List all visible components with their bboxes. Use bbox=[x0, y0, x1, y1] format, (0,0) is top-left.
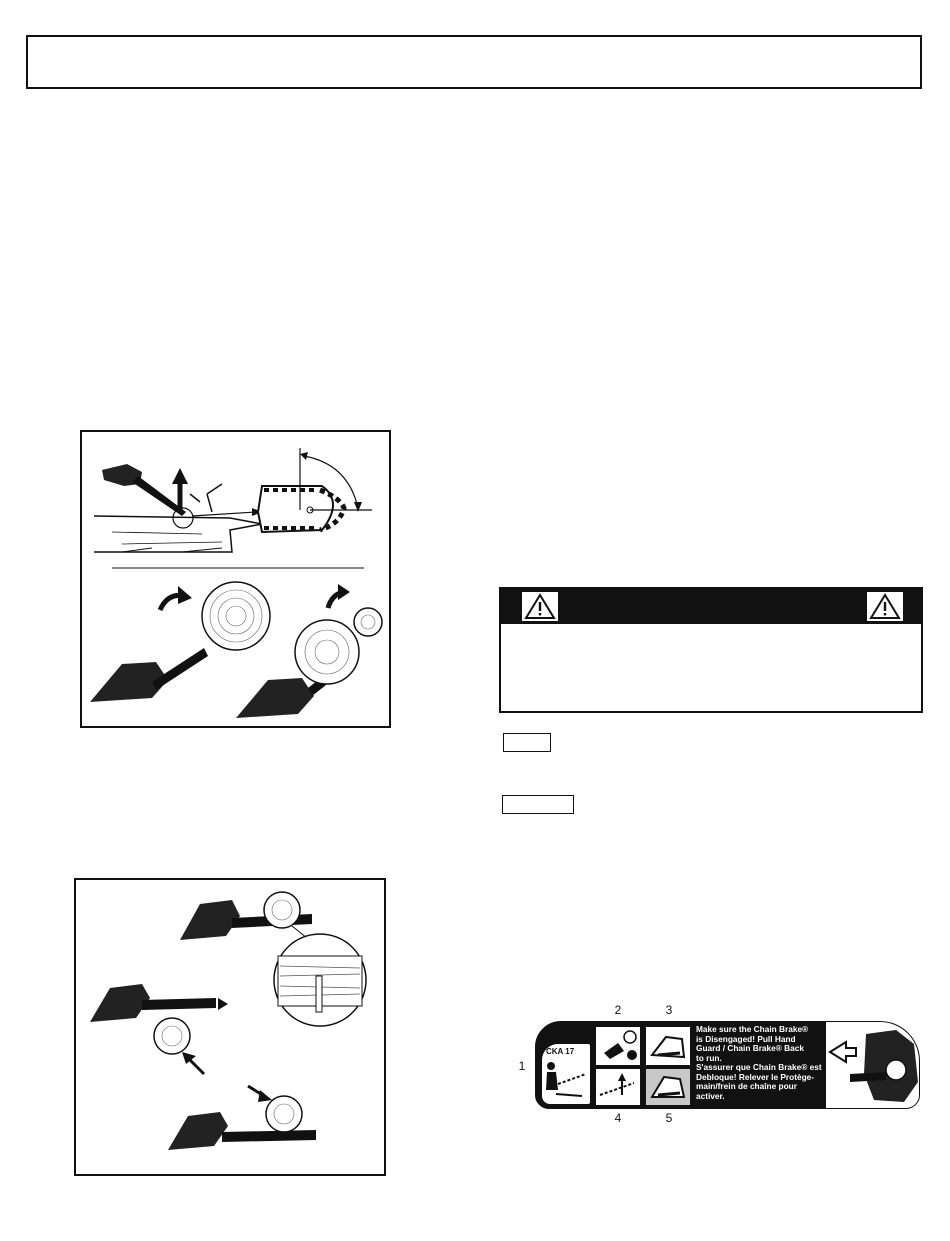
decal-number-1: 1 bbox=[518, 1059, 526, 1073]
operator-icon bbox=[542, 1044, 590, 1104]
chainsaw-upper-icon bbox=[102, 464, 186, 516]
kickback-direction-icon bbox=[596, 1069, 640, 1105]
brake-engage-icon bbox=[646, 1027, 690, 1065]
decal-instruction-en: Make sure the Chain Brake® is Disengaged! Pull Hand Guard / Chain Brake® Back to run. bbox=[696, 1024, 809, 1063]
decal-number-3: 3 bbox=[665, 1003, 673, 1017]
pull-push-figure bbox=[74, 878, 386, 1176]
decal-panel-4 bbox=[596, 1069, 640, 1105]
decal-model-code: CKA 17 bbox=[546, 1047, 575, 1056]
decal-instruction-fr: S'assurer que Chain Brake® est Debloque! Relever le Protège-main/frein de chaîne pour activer. bbox=[696, 1062, 822, 1101]
chainsaw-middle-icon bbox=[90, 984, 216, 1022]
kickback-figure bbox=[80, 430, 391, 728]
decal-number-5: 5 bbox=[665, 1111, 673, 1125]
decal-number-4: 4 bbox=[614, 1111, 622, 1125]
decal-panel-2 bbox=[596, 1027, 640, 1065]
hand-guard-icon bbox=[596, 1027, 640, 1065]
label-box-short bbox=[503, 733, 551, 752]
decal-body bbox=[535, 1021, 920, 1109]
warning-triangle-icon bbox=[522, 592, 558, 621]
chain-brake-decal bbox=[510, 1000, 920, 1135]
decal-number-2: 2 bbox=[614, 1003, 622, 1017]
warning-box bbox=[499, 587, 923, 713]
warning-header-bar bbox=[501, 589, 921, 624]
decal-saw-panel bbox=[826, 1022, 920, 1109]
label-box-long bbox=[502, 795, 574, 814]
kickback-illustration bbox=[82, 432, 389, 726]
decal-panel-3 bbox=[646, 1027, 690, 1065]
warning-triangle-icon bbox=[867, 592, 903, 621]
brake-release-icon bbox=[646, 1069, 690, 1105]
chainsaw-lower-left-icon bbox=[90, 648, 208, 702]
chainsaw-decal-icon bbox=[826, 1022, 920, 1109]
page-header-box bbox=[26, 35, 922, 89]
decal-panel-5 bbox=[646, 1069, 690, 1105]
pull-push-illustration bbox=[76, 880, 384, 1174]
decal-panel-1 bbox=[542, 1044, 590, 1104]
